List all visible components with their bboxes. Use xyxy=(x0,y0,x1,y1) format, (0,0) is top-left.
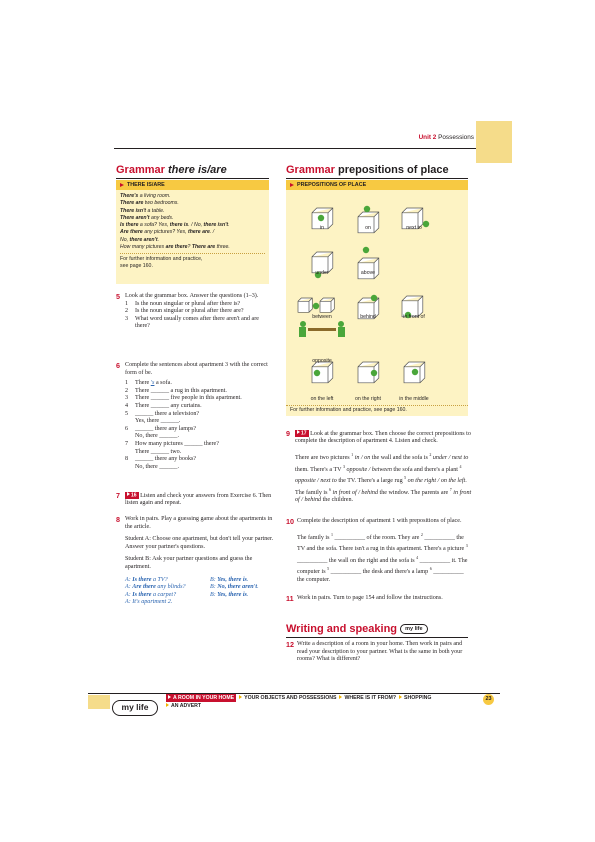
gap-number: 4 xyxy=(459,463,462,469)
list-item xyxy=(125,395,274,403)
ball-icon xyxy=(371,370,377,376)
item-number: 7 xyxy=(125,440,129,447)
item-number: 3 xyxy=(125,395,129,402)
preposition-label: opposite xyxy=(312,358,332,364)
exercise-6 xyxy=(116,362,274,471)
triangle-icon xyxy=(339,695,342,699)
grammar-form: There isn't xyxy=(120,207,147,214)
exercise-10 xyxy=(286,518,472,585)
option-pair: under / next to xyxy=(431,455,469,462)
preposition-label: next to xyxy=(406,225,422,231)
unit-number: Unit 2 xyxy=(418,134,437,141)
grammar-box-title-text: THERE IS/ARE xyxy=(127,182,165,188)
grammar-text: a sofa? Yes, xyxy=(138,222,170,229)
grammar-text: . xyxy=(157,236,160,243)
my-life-logo: my life xyxy=(112,700,158,716)
footer-nav-label: YOUR OBJECTS AND POSSESSIONS xyxy=(244,695,337,701)
footer-nav-label: AN ADVERT xyxy=(171,703,202,709)
triangle-icon xyxy=(168,695,171,699)
grammar-box-line xyxy=(120,193,265,200)
preposition-label: on the left xyxy=(310,396,334,402)
page-number: 23 xyxy=(483,694,494,705)
dialogue-line-b xyxy=(210,599,280,607)
grammar-box-line xyxy=(120,222,265,229)
answer-form: Yes, there is xyxy=(217,591,247,598)
grammar-form: there isn't xyxy=(203,222,229,229)
grammar-text: . xyxy=(228,222,230,229)
triangle-icon xyxy=(399,695,402,699)
grammar-form: there aren't xyxy=(129,236,158,243)
heading-word: Grammar xyxy=(286,164,335,176)
paragraph-text: . The family is xyxy=(295,478,467,496)
gap-number: 4 xyxy=(416,554,419,560)
list-item xyxy=(125,411,274,426)
item-text: ______ there any books? xyxy=(135,456,197,463)
question-rest: a carpet? xyxy=(151,591,177,598)
item-text: ______ there a television? xyxy=(135,410,200,417)
example-answer: 's xyxy=(150,380,155,387)
grammar-box-line xyxy=(120,215,265,222)
grammar-form: there is xyxy=(169,222,189,229)
item-text: Is the noun singular or plural after there is? xyxy=(135,300,241,307)
exercise-9-paragraph xyxy=(295,451,472,505)
speaker: A: It's apartment 2. xyxy=(125,599,173,606)
exercise-9 xyxy=(286,430,472,505)
item-number: 5 xyxy=(125,410,129,417)
speaker: B: xyxy=(210,584,218,591)
grammar-form: there are xyxy=(187,229,210,236)
item-text: How many pictures ______ there? xyxy=(135,440,219,447)
grammar-text: . / No, xyxy=(188,222,204,229)
ball-icon xyxy=(318,215,324,221)
paragraph-text: them. There's a TV xyxy=(295,466,343,473)
preposition-label: between xyxy=(312,314,332,320)
item-number: 4 xyxy=(125,402,129,409)
paragraph-text: __________ the TV and the sofa. There isn't a rug in this apartment. There's a picture xyxy=(297,534,466,553)
exercise-number: 9 xyxy=(286,429,290,438)
exercise-instruction: Complete the description of apartment 1 with prepositions of place. xyxy=(297,518,462,524)
paragraph-text: There are two pictures xyxy=(295,455,352,462)
preposition-label: on the right xyxy=(355,396,381,402)
grammar-box-line xyxy=(120,229,265,236)
play-icon xyxy=(297,430,300,434)
item-text: What word usually comes after there aren't and are there? xyxy=(135,315,259,330)
exercise-instruction: Look at the grammar box. Answer the questions (1–3). xyxy=(125,293,259,299)
footer-nav-item[interactable] xyxy=(166,694,236,702)
example-dialogue xyxy=(125,577,274,607)
grammar-box-line xyxy=(120,208,265,215)
grammar-box-line xyxy=(120,237,265,244)
ball-icon xyxy=(314,370,320,376)
preposition-label: above xyxy=(360,270,376,276)
triangle-icon xyxy=(290,183,294,187)
question-rest: a TV? xyxy=(151,576,168,583)
paragraph-text: The family is xyxy=(297,534,332,541)
item-text: There ______ five people in this apartment. xyxy=(135,395,242,402)
gap-number: 6 xyxy=(429,566,432,572)
item-number: 2 xyxy=(125,387,129,394)
gap-number: 3 xyxy=(465,543,468,549)
item-text: There ______ a rug in this apartment. xyxy=(135,387,227,394)
item-text-rest: a sofa. xyxy=(154,380,172,387)
item-text: ______ there any lamps? xyxy=(135,425,197,432)
paragraph-text: __________ the desk and there's a lamp xyxy=(329,569,430,576)
grammar-box-footer-line1: For further information and practice, xyxy=(120,256,203,263)
paragraph-text: the children. xyxy=(321,497,354,504)
exercise-10-paragraph xyxy=(297,531,472,585)
grammar-form: There are xyxy=(120,200,144,207)
gap-number: 5 xyxy=(327,566,330,572)
speaker: B: xyxy=(210,591,218,598)
audio-track-number: 17 xyxy=(301,430,307,437)
footer-navigation xyxy=(166,694,434,710)
preposition-label: behind xyxy=(360,314,376,320)
question-form: Is there xyxy=(132,576,152,583)
writing-speaking-title: Writing and speaking xyxy=(286,623,398,635)
ball-icon xyxy=(371,295,377,301)
item-number: 8 xyxy=(125,456,129,463)
table-icon xyxy=(308,328,336,331)
preposition-label: in the middle xyxy=(399,396,429,402)
preposition-label: under xyxy=(315,270,329,276)
exercise-instruction: Write a description of a room in your home. Then work in pairs and read your description to your partner. What is the same in both your rooms? What is different? xyxy=(297,641,463,663)
paragraph-text: __________ of the room. They are xyxy=(333,534,421,541)
grammar-text: ? xyxy=(187,244,192,251)
speaker: B: xyxy=(210,576,218,583)
unit-color-tab xyxy=(476,121,512,163)
exercise-number: 12 xyxy=(286,640,294,649)
grammar-text: . / xyxy=(209,229,215,236)
exercise-6-items xyxy=(125,380,274,471)
grammar-box-line xyxy=(120,200,265,207)
footer-nav-item[interactable] xyxy=(239,694,336,702)
grammar-box-prepositions xyxy=(286,180,468,416)
preposition-label: in front of xyxy=(403,314,425,320)
paragraph-text: __________ the wall on the right and the sofa is xyxy=(297,557,417,564)
grammar-box-body xyxy=(116,190,269,251)
grammar-form: There are xyxy=(191,244,216,251)
preposition-label: on xyxy=(365,225,371,231)
prepositions-box-title-text: PREPOSITIONS OF PLACE xyxy=(297,182,367,188)
ball-icon xyxy=(313,303,319,309)
audio-track-button[interactable] xyxy=(125,492,139,499)
option-pair: on the right / on the left xyxy=(406,478,466,485)
grammar-text: any pictures? Yes, xyxy=(142,229,188,236)
list-item xyxy=(125,403,274,411)
heading-topic: prepositions of place xyxy=(337,164,449,176)
gap-number: 3 xyxy=(342,463,345,469)
grammar-heading-right xyxy=(286,164,449,176)
grammar-text: three. xyxy=(215,244,230,251)
item-subline: There ______ two. xyxy=(135,448,182,455)
question-rest: any blinds? xyxy=(155,584,186,591)
item-text: There ______ any curtains. xyxy=(135,402,202,409)
exercise-instruction: Work in pairs. Play a guessing game about the apartments in the article. xyxy=(125,516,273,530)
item-text: Is the noun singular or plural after there are? xyxy=(135,308,244,315)
question-form: Is there xyxy=(132,591,152,598)
heading-topic: there is/are xyxy=(167,164,227,176)
ball-icon xyxy=(412,369,418,375)
grammar-form: Is there xyxy=(120,222,139,229)
student-a-instruction: Student A: Choose one apartment, but don't tell your partner. Answer your partner's questions. xyxy=(125,536,274,550)
footer-nav-label: A ROOM IN YOUR HOME xyxy=(173,695,235,701)
paragraph-text: the window. The parents are xyxy=(378,489,450,496)
grammar-form: There aren't xyxy=(120,214,150,221)
paragraph-text: __________ it. The computer is xyxy=(297,557,468,576)
student-b-instruction: Student B: Ask your partner questions and guess the apartment. xyxy=(125,556,253,570)
gap-number: 7 xyxy=(449,486,452,492)
gap-number: 1 xyxy=(351,451,354,457)
grammar-box-footer-line2: see page 160. xyxy=(120,263,153,270)
exercise-instruction xyxy=(125,492,274,508)
item-text: There xyxy=(135,380,151,387)
grammar-text: any beds. xyxy=(149,214,174,221)
gap-number: 5 xyxy=(404,475,407,481)
exercise-11 xyxy=(286,595,472,603)
cube-icon xyxy=(298,298,312,312)
grammar-box-line xyxy=(120,244,265,251)
list-item xyxy=(125,380,274,388)
gap-number: 2 xyxy=(429,451,432,457)
triangle-icon xyxy=(120,183,124,187)
list-item xyxy=(125,426,274,441)
dialogue-line-a xyxy=(125,584,210,592)
dialogue-line-b xyxy=(210,577,280,585)
answer-rest: . xyxy=(246,591,249,598)
my-life-tag: my life xyxy=(400,624,427,634)
grammar-box-title xyxy=(116,180,269,190)
answer-form: No, there aren't xyxy=(217,584,258,591)
person-icon xyxy=(338,321,344,327)
speaker: A: xyxy=(125,584,133,591)
list-item xyxy=(125,456,274,471)
footer-color-tab xyxy=(88,695,110,709)
writing-speaking-heading xyxy=(286,623,428,635)
prepositions-box-title xyxy=(286,180,468,190)
question-form: Are there xyxy=(132,584,156,591)
exercise-number: 11 xyxy=(286,594,294,603)
header-rule xyxy=(114,148,476,149)
list-item xyxy=(125,441,274,456)
play-icon xyxy=(127,492,130,496)
option-pair: in / on xyxy=(353,455,371,462)
exercise-number: 6 xyxy=(116,361,120,370)
footer-nav-label: SHOPPING xyxy=(404,695,432,701)
grammar-text: a table. xyxy=(146,207,165,214)
exercise-instruction: Work in pairs. Turn to page 154 and follow the instructions. xyxy=(297,595,443,601)
grammar-text: two bedrooms. xyxy=(143,200,179,207)
grammar-box-footer xyxy=(116,254,269,272)
paragraph-text: the wall and the sofa is xyxy=(370,455,430,462)
gap-number: 2 xyxy=(420,531,423,537)
grammar-form: Are there xyxy=(120,229,143,236)
option-pair: opposite / between xyxy=(344,466,392,473)
prepositions-box-footer: For further information and practice, see page 160. xyxy=(290,407,407,413)
writing-heading-rule xyxy=(286,637,468,638)
grammar-text: How many pictures xyxy=(120,244,166,251)
exercise-9-text: Look at the grammar box. Then choose the correct prepositions to complete the description of apartment 4. Listen and check. xyxy=(295,430,471,445)
item-number: 1 xyxy=(125,380,129,387)
answer-form: Yes, there is xyxy=(217,576,247,583)
item-number: 2 xyxy=(125,308,129,315)
heading-word: Grammar xyxy=(116,164,165,176)
item-number: 6 xyxy=(125,425,129,432)
paragraph-text: __________ the computer. xyxy=(297,569,464,584)
footer-nav-item[interactable] xyxy=(399,694,431,702)
paragraph-text: the sofa and there's a plant xyxy=(391,466,460,473)
audio-track-button[interactable] xyxy=(295,430,309,437)
option-pair: in front of / behind xyxy=(331,489,379,496)
item-subline: Yes, there ______. xyxy=(135,418,181,425)
person-body-icon xyxy=(299,327,306,337)
cube-icon xyxy=(320,298,334,312)
list-item xyxy=(125,308,274,316)
ball-icon xyxy=(363,247,369,253)
exercise-number: 7 xyxy=(116,491,120,500)
heading-rule-right xyxy=(286,178,468,179)
exercise-number: 8 xyxy=(116,515,120,524)
exercise-number: 5 xyxy=(116,292,120,301)
grammar-form: There's xyxy=(120,193,139,199)
grammar-text: a living room. xyxy=(138,193,171,199)
grammar-form: are there xyxy=(165,244,188,251)
grammar-heading-left xyxy=(116,164,227,176)
footer-nav-label: WHERE IS IT FROM? xyxy=(344,695,397,701)
item-number: 3 xyxy=(125,315,129,322)
heading-rule-left xyxy=(116,178,269,179)
prepositions-box-divider xyxy=(286,405,468,406)
preposition-label: in xyxy=(319,225,325,231)
grammar-box-there-is-are xyxy=(116,180,269,284)
speaker: A: xyxy=(125,576,133,583)
unit-section: Possessions xyxy=(438,134,474,141)
triangle-icon xyxy=(239,695,242,699)
dialogue-line-b xyxy=(210,584,280,592)
audio-track-number: 16 xyxy=(131,492,137,499)
exercise-8 xyxy=(116,516,274,607)
exercise-7-text: Listen and check your answers from Exercise 6. Then listen again and repeat. xyxy=(125,492,272,507)
exercise-number: 10 xyxy=(286,517,294,526)
footer-nav-item[interactable] xyxy=(166,702,201,710)
exercise-instruction xyxy=(295,430,472,446)
unit-label xyxy=(404,134,474,141)
gap-number: 6 xyxy=(329,486,332,492)
exercise-7 xyxy=(116,492,274,508)
speaker: A: xyxy=(125,591,133,598)
triangle-icon xyxy=(166,703,169,707)
dialogue-line-a xyxy=(125,577,210,585)
exercise-instruction: Complete the sentences about apartment 3 with the correct form of be. xyxy=(125,362,268,376)
exercise-12 xyxy=(286,641,472,664)
gap-number: 1 xyxy=(331,531,334,537)
grammar-text: No, xyxy=(120,236,130,243)
item-subline: No, there ______. xyxy=(135,433,180,440)
person-icon xyxy=(300,321,306,327)
dialogue-line-a xyxy=(125,599,210,607)
list-item xyxy=(125,316,274,331)
answer-rest: . xyxy=(257,584,259,591)
item-number: 1 xyxy=(125,300,129,307)
prepositions-illustrations xyxy=(286,190,468,416)
item-subline: No, there ______. xyxy=(135,463,180,470)
option-pair: opposite / next to xyxy=(295,478,337,485)
option-pair: in front of / behind xyxy=(295,489,472,504)
paragraph-text: the TV. There's a large rug xyxy=(336,478,405,485)
exercise-5 xyxy=(116,293,274,331)
answer-rest: . xyxy=(246,576,249,583)
person-body-icon xyxy=(338,327,345,337)
dialogue-line-a xyxy=(125,592,210,600)
footer-nav-item[interactable] xyxy=(339,694,396,702)
dialogue-line-b xyxy=(210,592,280,600)
ball-icon xyxy=(364,206,370,212)
exercise-5-items xyxy=(125,301,274,331)
